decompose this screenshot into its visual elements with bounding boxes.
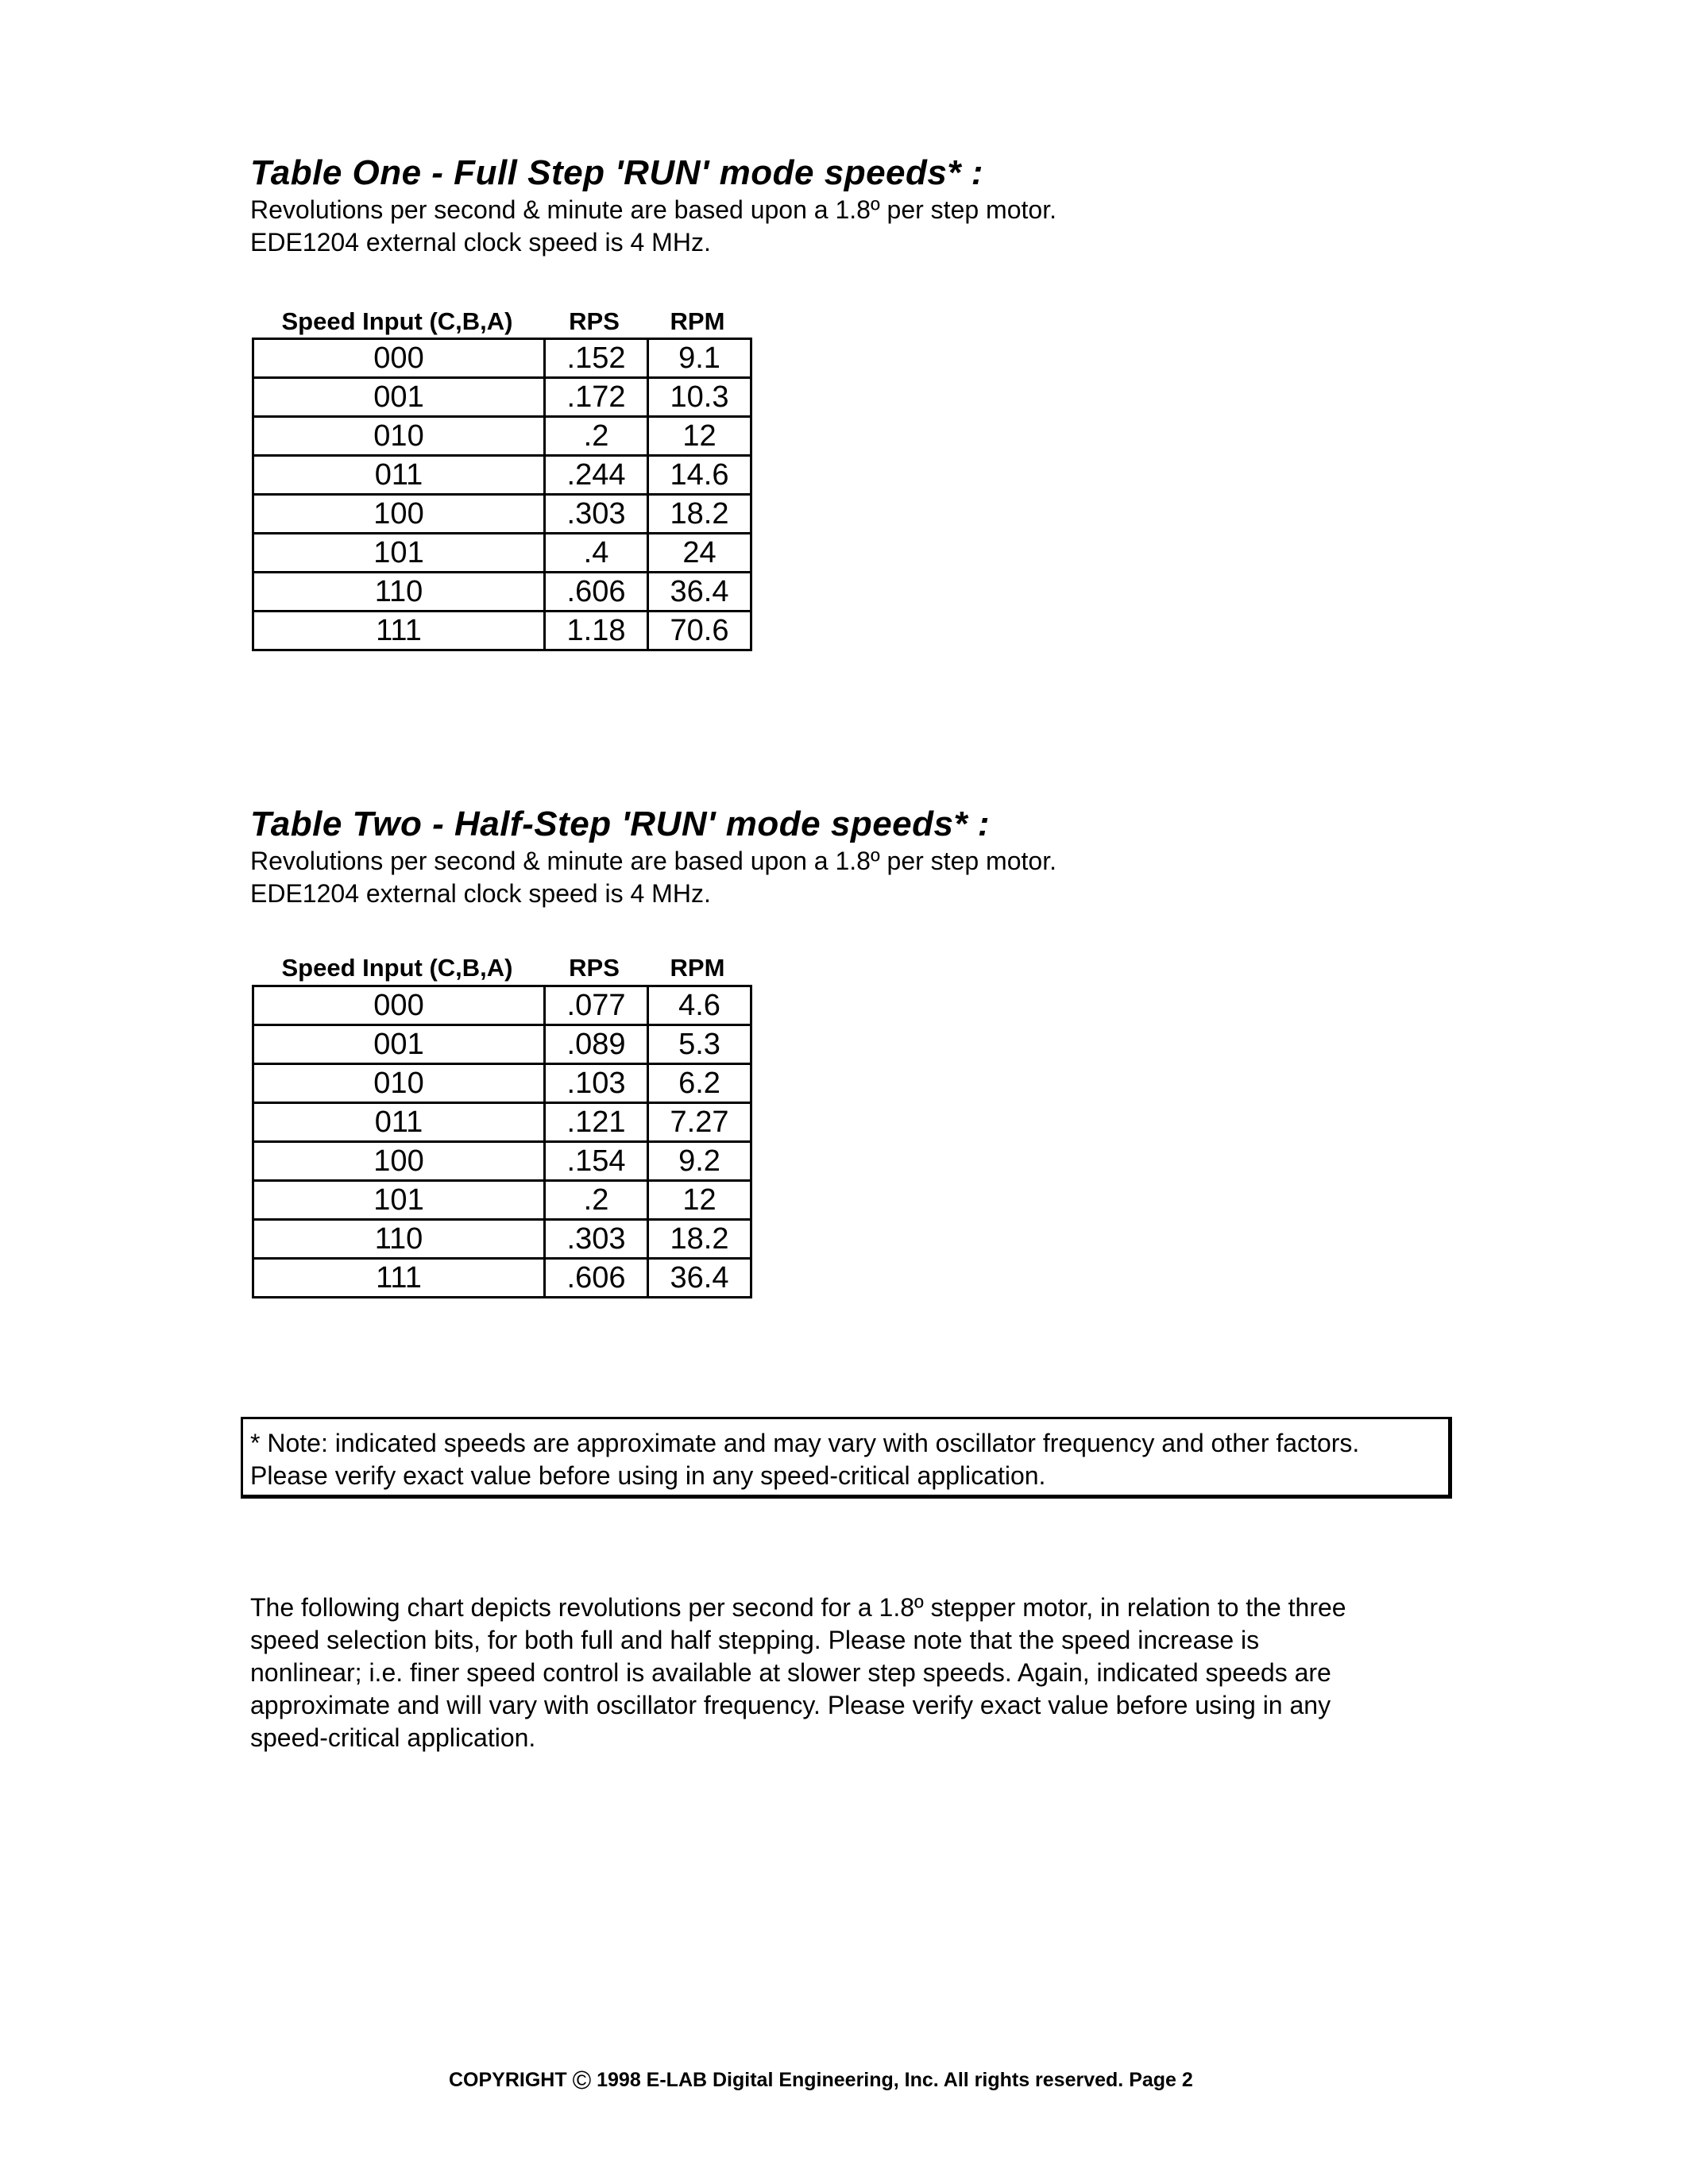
rps-cell: .2 (545, 417, 648, 456)
rps-cell: .121 (545, 1103, 648, 1142)
speed-input-cell: 101 (253, 534, 545, 573)
table-row (253, 1025, 751, 1064)
rps-cell: .303 (545, 495, 648, 534)
speed-input-cell: 100 (253, 495, 545, 534)
table-two-header-rpm: RPM (670, 954, 725, 982)
rpm-cell: 18.2 (648, 495, 751, 534)
note-line-1: * Note: indicated speeds are approximate and may vary with oscillator frequency and other factors. (250, 1429, 1360, 1457)
table-row (253, 612, 751, 650)
rpm-cell: 14.6 (648, 456, 751, 495)
page-footer (449, 2067, 1193, 2093)
table-one-header-rps: RPS (569, 307, 620, 335)
table-row (253, 573, 751, 612)
rpm-cell: 18.2 (648, 1220, 751, 1259)
rps-cell: .2 (545, 1181, 648, 1220)
speed-input-cell: 011 (253, 1103, 545, 1142)
footer-text: 1998 E-LAB Digital Engineering, Inc. All rights reserved. Page 2 (597, 2069, 1193, 2091)
rps-cell: 1.18 (545, 612, 648, 650)
rps-cell: .152 (545, 339, 648, 378)
rpm-cell: 70.6 (648, 612, 751, 650)
table-one-title: Table One - Full Step 'RUN' mode speeds* : (250, 153, 983, 192)
paragraph-line: approximate and will vary with oscillator frequency. Please verify exact value before using in any (250, 1691, 1331, 1719)
table-row (253, 1220, 751, 1259)
table-row (253, 456, 751, 495)
table-row (253, 417, 751, 456)
table-two (252, 985, 752, 1298)
table-row (253, 378, 751, 417)
table-row (253, 1181, 751, 1220)
rps-cell: .244 (545, 456, 648, 495)
speed-input-cell: 001 (253, 378, 545, 417)
paragraph-line: speed-critical application. (250, 1723, 536, 1752)
rps-cell: .077 (545, 986, 648, 1025)
table-row (253, 339, 751, 378)
table-one (252, 338, 752, 651)
table-two-header-rps: RPS (569, 954, 620, 982)
speed-input-cell: 010 (253, 1064, 545, 1103)
speed-input-cell: 001 (253, 1025, 545, 1064)
rpm-cell: 36.4 (648, 573, 751, 612)
rpm-cell: 6.2 (648, 1064, 751, 1103)
paragraph-line: The following chart depicts revolutions per second for a 1.8º stepper motor, in relation to the three (250, 1593, 1346, 1622)
paragraph-line: nonlinear; i.e. finer speed control is available at slower step speeds. Again, indicated speeds are (250, 1658, 1331, 1687)
table-row (253, 1259, 751, 1298)
note-line-2: Please verify exact value before using in any speed-critical application. (250, 1461, 1046, 1490)
rpm-cell: 12 (648, 1181, 751, 1220)
table-one-header-speed-input: Speed Input (C,B,A) (281, 307, 513, 335)
copyright-icon: © (572, 2066, 592, 2094)
speed-input-cell: 110 (253, 573, 545, 612)
speed-input-cell: 000 (253, 986, 545, 1025)
table-one-header-rpm: RPM (670, 307, 725, 335)
rpm-cell: 24 (648, 534, 751, 573)
chart-description-paragraph (250, 1592, 1489, 1754)
speed-input-cell: 101 (253, 1181, 545, 1220)
rpm-cell: 12 (648, 417, 751, 456)
table-row (253, 1103, 751, 1142)
speed-input-cell: 010 (253, 417, 545, 456)
rps-cell: .172 (545, 378, 648, 417)
rps-cell: .089 (545, 1025, 648, 1064)
speed-input-cell: 100 (253, 1142, 545, 1181)
table-two-desc-line-1: Revolutions per second & minute are based upon a 1.8º per step motor. (250, 847, 1056, 875)
rpm-cell: 7.27 (648, 1103, 751, 1142)
rps-cell: .606 (545, 1259, 648, 1298)
table-row (253, 986, 751, 1025)
speed-input-cell: 011 (253, 456, 545, 495)
rpm-cell: 4.6 (648, 986, 751, 1025)
table-row (253, 1142, 751, 1181)
table-two-header-speed-input: Speed Input (C,B,A) (281, 954, 513, 982)
rpm-cell: 36.4 (648, 1259, 751, 1298)
rpm-cell: 10.3 (648, 378, 751, 417)
speed-input-cell: 000 (253, 339, 545, 378)
speed-input-cell: 110 (253, 1220, 545, 1259)
rpm-cell: 5.3 (648, 1025, 751, 1064)
table-row (253, 495, 751, 534)
table-one-desc-line-1: Revolutions per second & minute are based upon a 1.8º per step motor. (250, 195, 1056, 224)
table-row (253, 534, 751, 573)
copyright-label: COPYRIGHT (449, 2069, 567, 2091)
table-row (253, 1064, 751, 1103)
rpm-cell: 9.1 (648, 339, 751, 378)
table-two-title: Table Two - Half-Step 'RUN' mode speeds* : (250, 805, 990, 843)
paragraph-line: speed selection bits, for both full and half stepping. Please note that the speed increase is (250, 1626, 1260, 1654)
rps-cell: .606 (545, 573, 648, 612)
rpm-cell: 9.2 (648, 1142, 751, 1181)
speed-input-cell: 111 (253, 1259, 545, 1298)
table-one-desc-line-2: EDE1204 external clock speed is 4 MHz. (250, 228, 711, 257)
speed-input-cell: 111 (253, 612, 545, 650)
rps-cell: .103 (545, 1064, 648, 1103)
note-box (241, 1417, 1452, 1499)
rps-cell: .303 (545, 1220, 648, 1259)
rps-cell: .4 (545, 534, 648, 573)
rps-cell: .154 (545, 1142, 648, 1181)
table-two-desc-line-2: EDE1204 external clock speed is 4 MHz. (250, 879, 711, 908)
